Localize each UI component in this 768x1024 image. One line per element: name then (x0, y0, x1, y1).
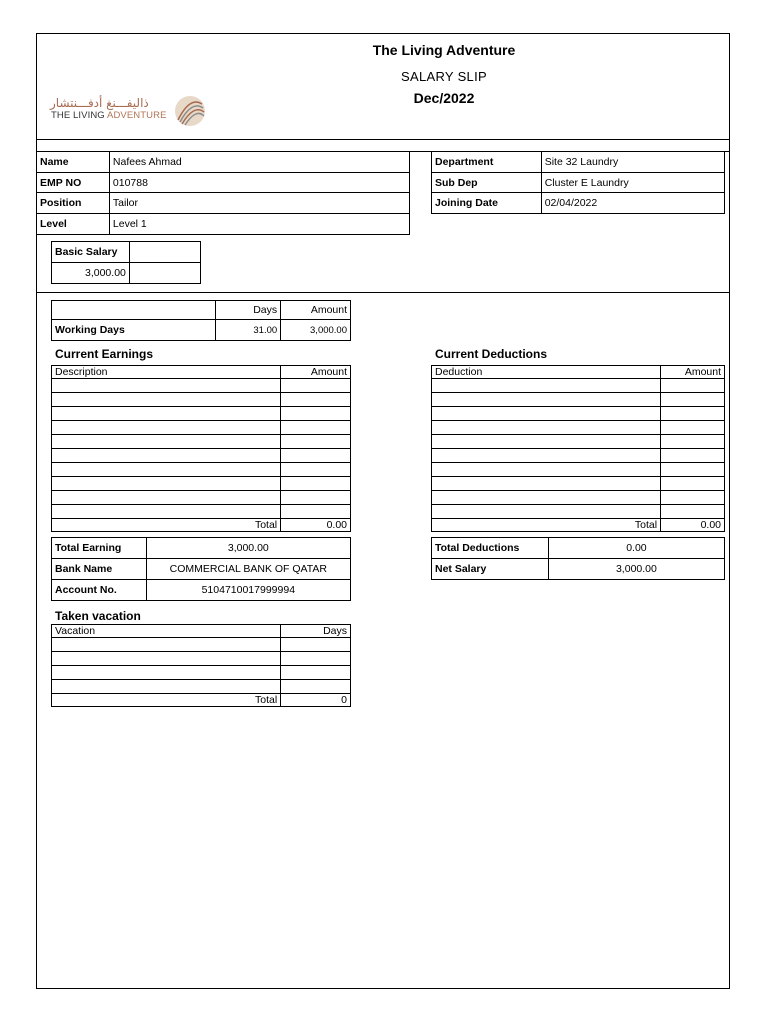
table-row (432, 491, 725, 505)
table-row (52, 435, 351, 449)
earnings-total: 0.00 (281, 519, 351, 532)
account-no-label: Account No. (52, 580, 147, 601)
table-row (52, 407, 351, 421)
total-deductions-label: Total Deductions (432, 538, 549, 559)
joining-date-value: 02/04/2022 (541, 193, 724, 214)
table-row (52, 652, 351, 666)
logo-text-living: THE LIVING (51, 110, 108, 121)
table-row (432, 407, 725, 421)
table-row (432, 505, 725, 519)
earnings-table (51, 365, 351, 532)
total-earning-label: Total Earning (52, 538, 147, 559)
table-row (432, 435, 725, 449)
employee-level: Level 1 (109, 214, 409, 235)
current-earnings-title: Current Earnings (55, 347, 154, 361)
table-row (432, 449, 725, 463)
employee-name: Nafees Ahmad (109, 152, 409, 173)
name-label: Name (37, 152, 110, 173)
deductions-table (431, 365, 725, 532)
table-row (52, 638, 351, 652)
table-row (52, 379, 351, 393)
logo-arabic-text: ذاليفـــنغ أدفـــنتشار (50, 96, 149, 110)
current-deductions-title: Current Deductions (435, 347, 548, 361)
table-row (432, 421, 725, 435)
document-title: SALARY SLIP (401, 69, 487, 84)
deductions-desc-header: Deduction (432, 366, 661, 379)
deductions-total-label: Total (432, 519, 661, 532)
working-days-amount: 3,000.00 (281, 320, 351, 341)
department-info-table (431, 151, 725, 214)
company-name: The Living Adventure (372, 42, 516, 58)
logo-mark-icon (170, 94, 208, 128)
sub-dep-label: Sub Dep (432, 173, 542, 193)
table-row (52, 449, 351, 463)
vacation-days-header: Days (281, 625, 351, 638)
employee-position: Tailor (109, 193, 409, 214)
earning-summary-table (51, 537, 351, 601)
working-days-blank (52, 301, 216, 320)
bank-name-value: COMMERCIAL BANK OF QATAR (146, 559, 350, 580)
company-logo (50, 94, 220, 128)
table-row (52, 393, 351, 407)
net-salary-label: Net Salary (432, 559, 549, 580)
basic-salary-empty (129, 242, 200, 263)
deductions-total: 0.00 (661, 519, 725, 532)
earnings-total-label: Total (52, 519, 281, 532)
vacation-total-label: Total (52, 694, 281, 707)
department-label: Department (432, 152, 542, 173)
table-row (432, 379, 725, 393)
joining-date-label: Joining Date (432, 193, 542, 214)
table-row (52, 505, 351, 519)
basic-salary-label: Basic Salary (52, 242, 130, 263)
pay-period: Dec/2022 (413, 90, 475, 106)
table-row (432, 463, 725, 477)
working-days-count: 31.00 (216, 320, 281, 341)
days-header: Days (216, 301, 281, 320)
employee-info-table (36, 151, 410, 235)
sub-dep-value: Cluster E Laundry (541, 173, 724, 193)
vacation-desc-header: Vacation (52, 625, 281, 638)
body-divider (36, 292, 730, 293)
table-row (52, 491, 351, 505)
table-row (52, 463, 351, 477)
basic-salary-table (51, 241, 201, 284)
table-row (432, 477, 725, 491)
department-value: Site 32 Laundry (541, 152, 724, 173)
table-row (52, 680, 351, 694)
working-days-table (51, 300, 351, 341)
earnings-desc-header: Description (52, 366, 281, 379)
header-divider (36, 139, 730, 140)
table-row (52, 421, 351, 435)
working-days-label: Working Days (52, 320, 216, 341)
logo-text-adventure: ADVENTURE (107, 110, 167, 121)
table-row (52, 666, 351, 680)
vacation-table (51, 624, 351, 707)
level-label: Level (37, 214, 110, 235)
taken-vacation-title: Taken vacation (55, 609, 141, 623)
amount-header: Amount (281, 301, 351, 320)
basic-salary-empty-2 (129, 263, 200, 284)
net-salary-value: 3,000.00 (548, 559, 724, 580)
deductions-amount-header: Amount (661, 366, 725, 379)
table-row (52, 477, 351, 491)
emp-no-label: EMP NO (37, 173, 110, 193)
vacation-total: 0 (281, 694, 351, 707)
basic-salary-value: 3,000.00 (52, 263, 130, 284)
table-row (432, 393, 725, 407)
employee-number: 010788 (109, 173, 409, 193)
logo-english-text (51, 110, 167, 121)
bank-name-label: Bank Name (52, 559, 147, 580)
earnings-amount-header: Amount (281, 366, 351, 379)
position-label: Position (37, 193, 110, 214)
total-deductions-value: 0.00 (548, 538, 724, 559)
account-no-value: 5104710017999994 (146, 580, 350, 601)
total-earning-value: 3,000.00 (146, 538, 350, 559)
deduction-summary-table (431, 537, 725, 580)
